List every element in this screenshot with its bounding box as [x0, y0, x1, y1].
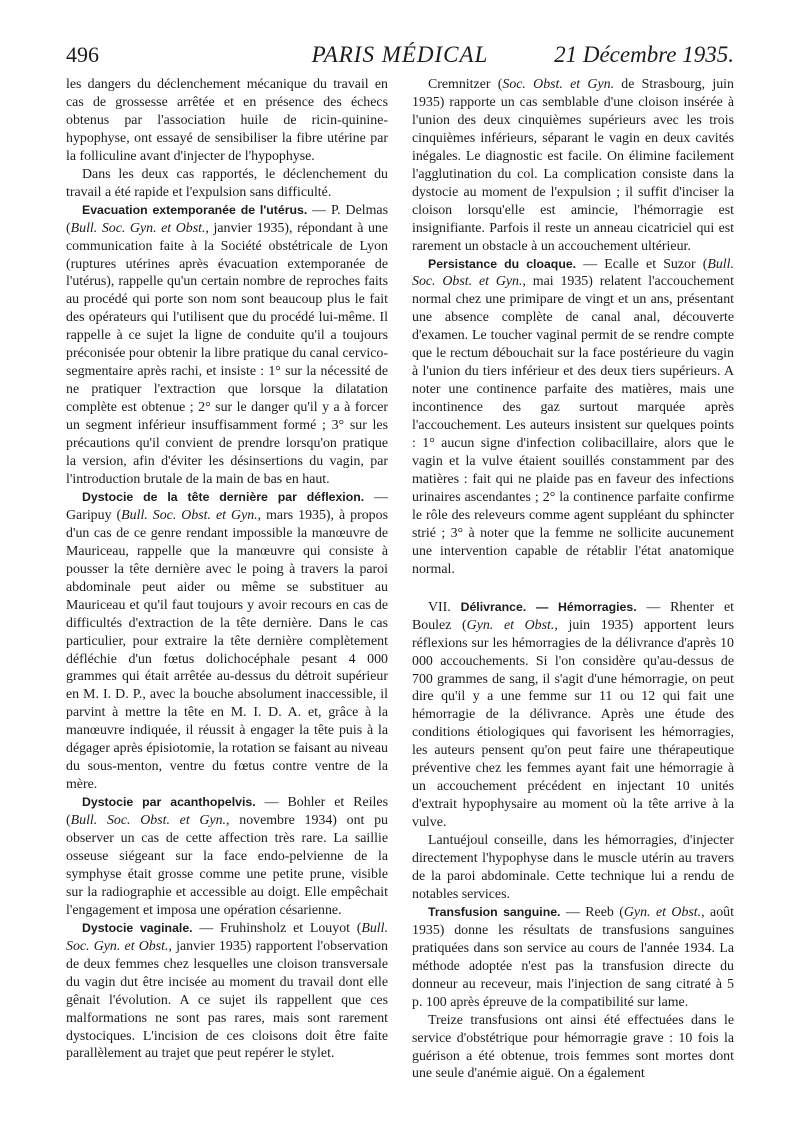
journal-reference: Gyn. et Obst. [623, 904, 702, 920]
journal-reference: Bull. Soc. Obst. et Gyn. [412, 256, 734, 290]
paragraph: Persistance du cloaque. — Ecalle et Suzor (Bull. Soc. Obst. et Gyn., mai 1935) relatent l'accouchement normal chez une primipare de vingt et un ans, présentant une absence complète de canal anal, découverte d'examen. Le toucher vaginal permit de se rendre compte que le rectum débouchait sur la face postérieure du vagin à l'union du tiers inférieur et des deux tiers supérieurs. A noter une continence parfaite des matières, mais une incontinence des gaz surtout marquée après l'accouchement. Les auteurs insistent sur quelques points : 1° aucun signe d'infection colibacillaire, alors que le vagin et la vulve étaient souillés constamment par des matières : fait qui ne plaide pas en faveur des infections urinaires ascendantes ; 2° la continence parfaite confirme le rôle des releveurs comme agent suppléant du sphincter strié ; 3° à noter que la femme ne sollicite aucunement une intervention capable de rétablir l'état anatomique normal. [412, 256, 734, 577]
paragraph: Transfusion sanguine. — Reeb (Gyn. et Obst., août 1935) donne les résultats de transfusions sanguines pratiquées dans son service au cours de l'année 1934. La méthode adoptée n'est pas la transfusion directe du donneur au receveur, mais l'injection de sang citraté à 5 p. 100 après épreuve de la compatibilité sur lame. [412, 904, 734, 1010]
running-header [66, 40, 734, 72]
section-heading: Dystocie par acanthopelvis. [82, 795, 256, 810]
paragraph: Evacuation extemporanée de l'utérus. — P. Delmas (Bull. Soc. Gyn. et Obst., janvier 1935), répondant à une communication faite à la Société obstétricale de Lyon (ruptures utérines après évacuation extemporanée de l'utérus), rappelle qu'un certain nombre de reproches faits au procédé qui porte son nom sont beaucoup plus le fait des opérateurs qui l'utilisent que du procédé lui-même. Il rappelle à ce sujet la ligne de conduite qu'il a toujours préconisée pour obtenir la libre pratique du canal cervico-segmentaire après rachi, et insiste : 1° sur la nécessité de ne pratiquer l'extraction que lorsque la dilatation complète est obtenue ; 2° sur le danger qu'il y a à forcer un segment inférieur insuffisamment formé ; 3° sur les précautions qu'il convient de prendre lorsqu'on pratique la version, afin d'éviter les désinsertions du vagin, par l'introduction brutale de la main de bas en haut. [66, 202, 388, 487]
section-heading: Persistance du cloaque. [428, 256, 577, 271]
issue-date: 21 Décembre 1935. [554, 42, 734, 67]
paragraph: VII. Délivrance. — Hémorragies. — Rhenter et Boulez (Gyn. et Obst., juin 1935) apportent leurs réflexions sur les hémorragies de la délivrance d'après 10 000 accouchements. Si l'on considère qu'au-dessus de 700 grammes de sang, il s'agit d'une hémorragie, on peut dire qu'il y a une femme sur 11 ou 12 qui fait une hémorragie de la délivrance. Après une étude des conditions étiologiques qui favorisent les hémorragies, les auteurs pensent qu'on peut faire une thérapeutique préventive chez les femmes ayant fait une hémorragie à un accouchement précédent en injectant 10 unités d'extrait hypophysaire au moment où la tête arrive à la vulve. [412, 599, 734, 831]
right-column [412, 76, 734, 1116]
section-heading: Délivrance. — Hémorragies. [460, 599, 637, 614]
paragraph: Dystocie de la tête dernière par déflexion. — Garipuy (Bull. Soc. Obst. et Gyn., mars 1935), à propos d'un cas de ce genre rendant impossible la manœuvre de Mauriceau, rappelle que la manœuvre qui consiste à pousser la tête dernière avec le poing à travers la paroi abdominale peut aider ou même se substituer au Mauriceau et qu'il faut toujours y avoir recours en cas de difficultés d'extraction de la tête dernière. Dans le cas particulier, pour extraire la tête dernière complètement défléchie d'un fœtus dolichocéphale pesant 4 000 grammes qui était arrêtée au-dessus du détroit supérieur en M. I. D. P., avec la bouche absolument inaccessible, il parvint à mettre la tête en M. I. D. A. et, grâce à la manœuvre indiquée, il réussit à engager la tête puis à la dégager après épisiotomie, la rotation se faisant au niveau du sous-menton, ventre du fœtus contre ventre de la mère. [66, 489, 388, 793]
journal-reference: Bull. Soc. Gyn. et Obst. [66, 920, 388, 954]
journal-reference: Gyn. et Obst. [466, 617, 555, 633]
journal-reference: Bull. Soc. Obst. et Gyn. [121, 507, 258, 523]
journal-reference: Bull. Soc. Obst. et Gyn. [70, 813, 227, 829]
paragraph: Dans les deux cas rapportés, le déclenchement du travail a été rapide et l'expulsion sans difficulté. [66, 166, 388, 200]
paragraph: les dangers du déclenchement mécanique du travail en cas de grossesse arrêtée et en présence des échecs obtenus par l'association huile de ricin-quinine-hypophyse, ont essayé de sensibiliser la fibre utérine par la folliculine avant d'injecter de l'hypophyse. [66, 77, 388, 164]
page-number: 496 [66, 42, 99, 67]
section-number: VII. [428, 599, 461, 615]
paragraph: Dystocie vaginale. — Fruhinsholz et Louyot (Bull. Soc. Gyn. et Obst., janvier 1935) rapportent l'observation de deux femmes chez lesquelles une cloison transversale du vagin dut être incisée au moment du travail dont elle gênait l'évolution. A ce sujet ils rappellent que ces malformations ne sont pas rares, mais sont rarement dystociques. L'incision de ces cloisons doit être faite parallèlement au trajet que peut repérer le stylet. [66, 920, 388, 1062]
section-heading: Transfusion sanguine. [428, 904, 561, 919]
paragraph: Lantuéjoul conseille, dans les hémorragies, d'injecter directement l'hypophyse dans le muscle utérin au travers de la paroi abdominale. Cette technique lui a rendu de notables services. [412, 833, 734, 902]
journal-title: PARIS MÉDICAL [311, 42, 489, 67]
journal-reference: Soc. Obst. et Gyn. [502, 77, 615, 92]
paragraph: Treize transfusions ont ainsi été effectuées dans le service d'obstétrique pour hémorragie grave : 10 fois la guérison a été obtenue, trois femmes sont mortes dont une seule d'anémie aiguë. On a également [412, 1012, 734, 1082]
section-heading: Dystocie vaginale. [82, 920, 193, 935]
section-heading: Dystocie de la tête dernière par déflexion. [82, 489, 365, 504]
journal-reference: Bull. Soc. Gyn. et Obst. [70, 220, 206, 236]
left-column [66, 76, 388, 1116]
paragraph: Cremnitzer (Soc. Obst. et Gyn. de Strasbourg, juin 1935) rapporte un cas semblable d'une cloison insérée à l'union des deux cinquièmes supérieurs avec les trois cinquièmes inférieurs, séparant le vagin en deux cavités inégales. Le diagnostic est facile. On élimine facilement l'agglutination du col. La complication consiste dans la dystocie au moment de l'expulsion ; il suffit d'inciser la cloison lorsqu'elle est amincie, l'hémorragie est insignifiante. Parfois il reste un anneau cicatriciel qui est rarement un obstacle à un accouchement ultérieur. [412, 77, 734, 254]
paragraph: Dystocie par acanthopelvis. — Bohler et Reiles (Bull. Soc. Obst. et Gyn., novembre 1934) ont pu observer un cas de cette affection très rare. La saillie osseuse siégeant sur la face endo-pelvienne de la symphyse était grosse comme une petite prune, visible sur la radiographie et accessible au doigt. Elle empêchait l'engagement et imposa une opération césarienne. [66, 795, 388, 918]
section-heading: Evacuation extemporanée de l'utérus. [82, 202, 308, 217]
